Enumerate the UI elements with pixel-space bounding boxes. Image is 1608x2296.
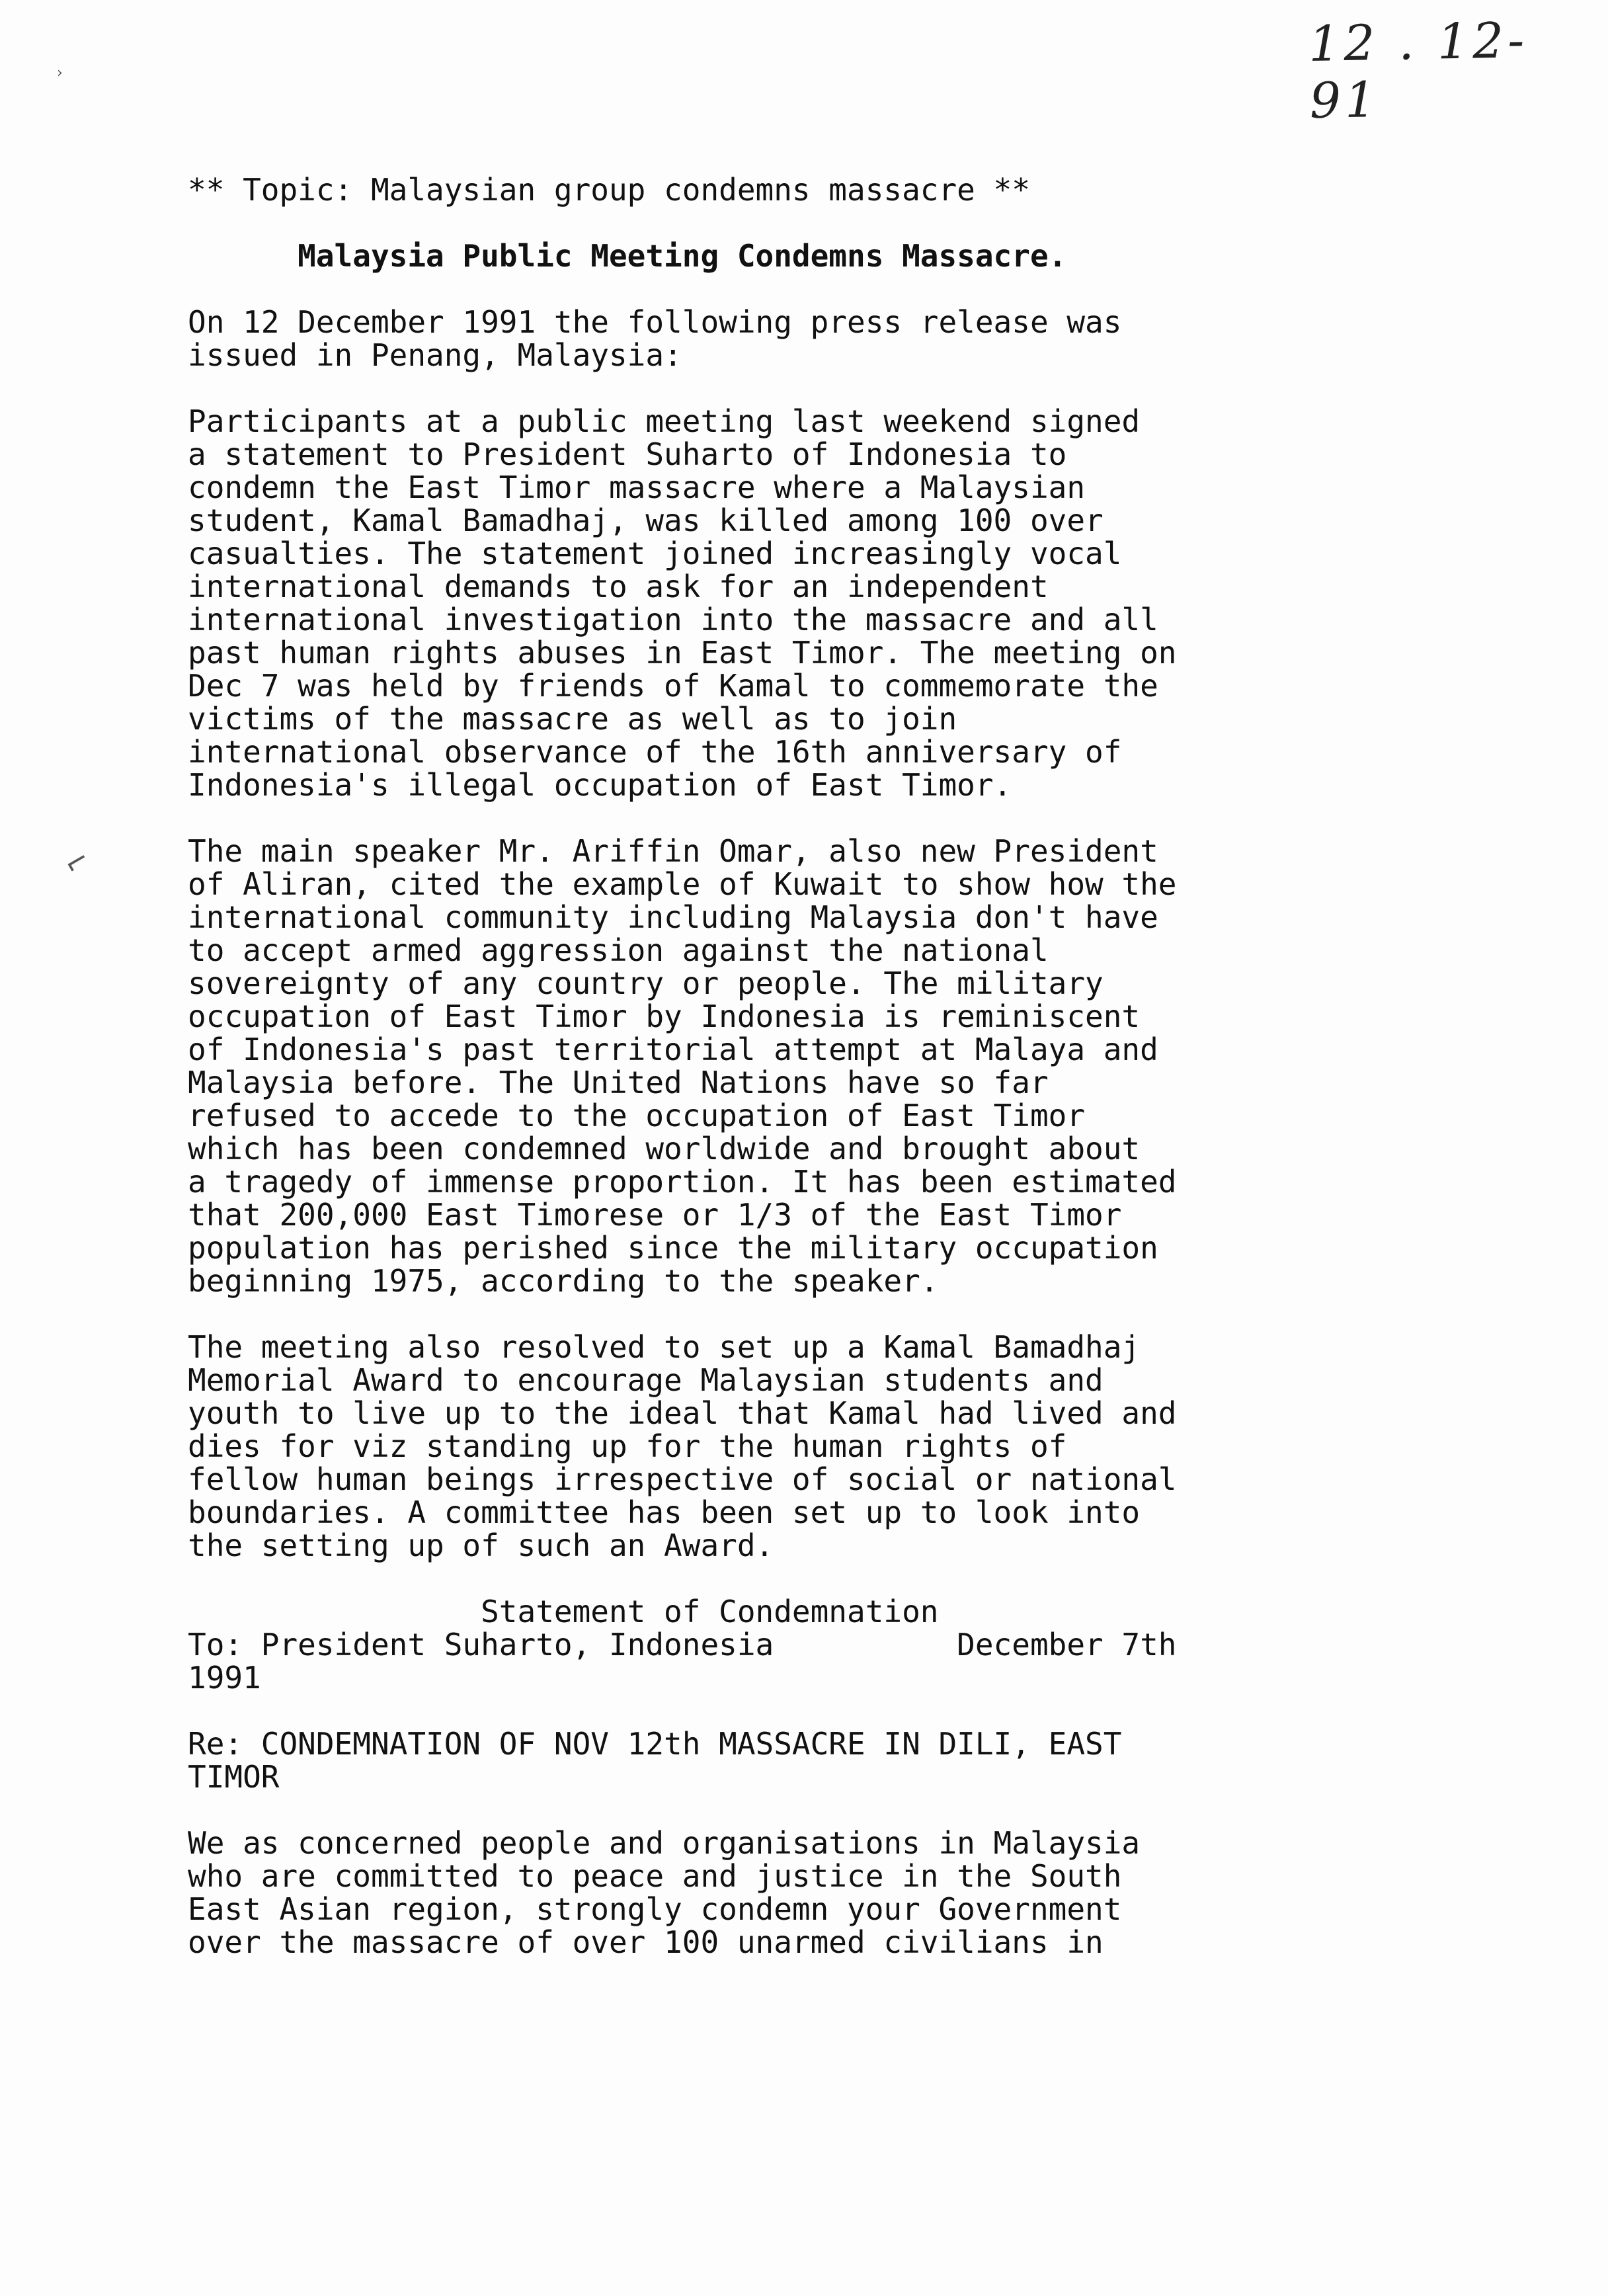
re-line: Re: CONDEMNATION OF NOV 12th MASSACRE IN DILI, EAST bbox=[188, 1726, 1122, 1762]
topic-line: ** Topic: Malaysian group condemns massacre ** bbox=[188, 172, 1030, 208]
para3-line: to accept armed aggression against the national bbox=[188, 932, 1049, 968]
para2-line: past human rights abuses in East Timor. The meeting on bbox=[188, 635, 1177, 671]
para4-line: fellow human beings irrespective of social or national bbox=[188, 1461, 1177, 1497]
para5-line: who are committed to peace and justice in the South bbox=[188, 1858, 1122, 1894]
document-title: Malaysia Public Meeting Condemns Massacre. bbox=[188, 238, 1067, 274]
para4-line: dies for viz standing up for the human rights of bbox=[188, 1428, 1067, 1464]
para3-line: which has been condemned worldwide and brought about bbox=[188, 1131, 1141, 1167]
para2-line: student, Kamal Bamadhaj, was killed among 100 over bbox=[188, 503, 1104, 538]
re-line: TIMOR bbox=[188, 1759, 280, 1795]
para2-line: international investigation into the massacre and all bbox=[188, 602, 1158, 637]
para2-line: a statement to President Suharto of Indonesia to bbox=[188, 436, 1067, 472]
para3-line: of Indonesia's past territorial attempt at Malaya and bbox=[188, 1032, 1158, 1067]
para3-line: The main speaker Mr. Ariffin Omar, also new President bbox=[188, 833, 1158, 869]
para3-line: Malaysia before. The United Nations have so far bbox=[188, 1065, 1049, 1100]
para2-line: Participants at a public meeting last weekend signed bbox=[188, 403, 1141, 439]
para2-line: Indonesia's illegal occupation of East Timor. bbox=[188, 767, 1012, 803]
para4-line: the setting up of such an Award. bbox=[188, 1528, 774, 1563]
handwritten-date: 12 . 12- 91 bbox=[1308, 12, 1529, 130]
para1-line: issued in Penang, Malaysia: bbox=[188, 337, 682, 373]
para2-line: casualties. The statement joined increasingly vocal bbox=[188, 536, 1122, 571]
para2-line: victims of the massacre as well as to join bbox=[188, 701, 957, 737]
para2-line: condemn the East Timor massacre where a Malaysian bbox=[188, 470, 1086, 505]
para2-line: international observance of the 16th anniversary of bbox=[188, 734, 1122, 770]
year-line: 1991 bbox=[188, 1660, 261, 1696]
para4-line: youth to live up to the ideal that Kamal had lived and bbox=[188, 1395, 1177, 1431]
para4-line: Memorial Award to encourage Malaysian students and bbox=[188, 1362, 1104, 1398]
para3-line: beginning 1975, according to the speaker. bbox=[188, 1263, 939, 1299]
para2-line: Dec 7 was held by friends of Kamal to commemorate the bbox=[188, 668, 1158, 704]
para1-line: On 12 December 1991 the following press release was bbox=[188, 304, 1122, 340]
para2-line: international demands to ask for an independent bbox=[188, 569, 1049, 604]
para3-line: sovereignty of any country or people. The military bbox=[188, 965, 1104, 1001]
para5-line: over the massacre of over 100 unarmed civilians in bbox=[188, 1924, 1104, 1960]
para3-line: that 200,000 East Timorese or 1/3 of the East Timor bbox=[188, 1197, 1122, 1233]
para5-line: East Asian region, strongly condemn your Government bbox=[188, 1891, 1122, 1927]
scan-speck: › bbox=[57, 65, 63, 81]
para3-line: population has perished since the military occupation bbox=[188, 1230, 1158, 1266]
para5-line: We as concerned people and organisations in Malaysia bbox=[188, 1825, 1141, 1861]
para3-line: international community including Malaysia don't have bbox=[188, 899, 1158, 935]
para3-line: occupation of East Timor by Indonesia is reminiscent bbox=[188, 999, 1141, 1034]
to-line: To: President Suharto, Indonesia December 7th bbox=[188, 1627, 1177, 1662]
document-body bbox=[188, 173, 1510, 1959]
para3-line: of Aliran, cited the example of Kuwait to show how the bbox=[188, 866, 1177, 902]
para3-line: refused to accede to the occupation of East Timor bbox=[188, 1098, 1086, 1133]
para4-line: The meeting also resolved to set up a Kamal Bamadhaj bbox=[188, 1329, 1141, 1365]
para4-line: boundaries. A committee has been set up to look into bbox=[188, 1495, 1141, 1530]
para3-line: a tragedy of immense proportion. It has been estimated bbox=[188, 1164, 1177, 1200]
scan-mark: ⌐ bbox=[58, 841, 97, 883]
statement-heading: Statement of Condemnation bbox=[188, 1594, 939, 1629]
